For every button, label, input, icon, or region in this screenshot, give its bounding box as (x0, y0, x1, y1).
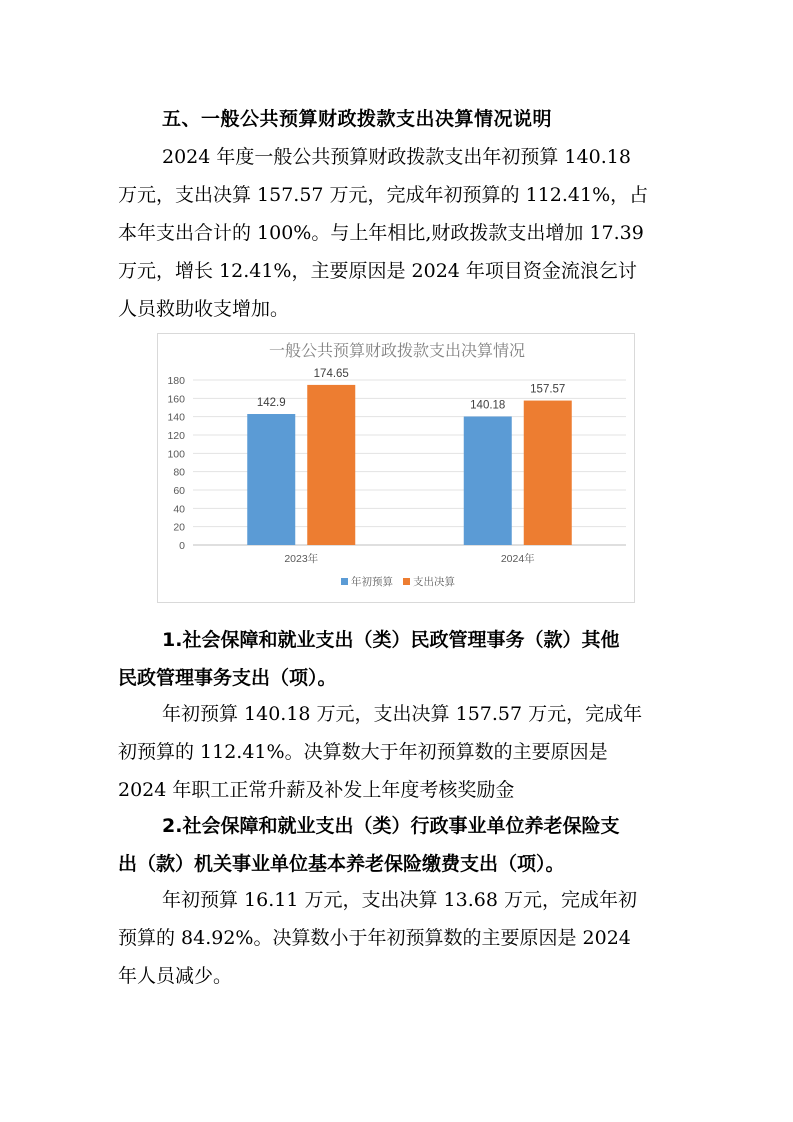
item-2-heading (118, 807, 678, 883)
paragraph-line: 万元，支出决算 157.57 万元，完成年初预算的 112.41%，占 (118, 184, 649, 206)
paragraph-line: 人员救助收支增加。 (118, 298, 290, 320)
y-tick-label: 60 (173, 485, 185, 497)
paragraph-line: 年人员减少。 (118, 965, 233, 987)
x-tick-label: 2023年 (284, 553, 319, 565)
heading-line: 民政管理事务支出（项）。 (118, 667, 337, 689)
bar-chart-svg (158, 334, 636, 604)
chart-title: 一般公共预算财政拨款支出决算情况 (268, 343, 526, 360)
paragraph-line: 预算的 84.92%。决算数小于年初预算数的主要原因是 2024 (118, 927, 631, 949)
y-tick-label: 140 (167, 411, 185, 424)
legend-swatch (403, 578, 410, 585)
y-tick-label: 0 (179, 540, 185, 552)
paragraph-line: 年初预算 140.18 万元，支出决算 157.57 万元，完成年 (162, 703, 643, 725)
heading-line: 1.社会保障和就业支出（类）民政管理事务（款）其他 (162, 629, 620, 651)
paragraph-line: 本年支出合计的 100%。与上年相比,财政拨款支出增加 17.39 (118, 222, 644, 244)
bar-initial-budget (247, 414, 295, 545)
budget-chart (157, 333, 635, 603)
heading-line: 2.社会保障和就业支出（类）行政事业单位养老保险支 (162, 815, 620, 837)
bar-initial-budget (464, 417, 512, 545)
section-heading: 五、一般公共预算财政拨款支出决算情况说明 (162, 108, 553, 130)
paragraph-line: 万元，增长 12.41%，主要原因是 2024 年项目资金流浪乞讨 (118, 260, 637, 282)
data-label: 142.9 (256, 397, 286, 410)
paragraph-line: 2024 年职工正常升薪及补发上年度考核奖励金 (118, 779, 515, 801)
item-1-body (118, 695, 678, 809)
data-label: 174.65 (313, 367, 349, 380)
data-label: 157.57 (530, 383, 566, 396)
intro-paragraph (118, 138, 678, 328)
item-2-body (118, 881, 678, 995)
x-tick-label: 2024年 (500, 553, 535, 565)
y-tick-label: 80 (173, 466, 185, 479)
y-tick-label: 20 (173, 521, 185, 534)
legend-swatch (341, 578, 348, 585)
y-tick-label: 160 (167, 393, 185, 406)
item-1-heading (118, 621, 678, 697)
paragraph-line: 年初预算 16.11 万元，支出决算 13.68 万元，完成年初 (162, 889, 637, 911)
legend-label: 年初预算 (351, 576, 393, 588)
data-label: 140.18 (470, 399, 506, 412)
y-tick-label: 180 (167, 375, 185, 387)
y-tick-label: 100 (167, 448, 185, 461)
paragraph-line: 2024 年度一般公共预算财政拨款支出年初预算 140.18 (162, 146, 631, 168)
bar-final-account (524, 401, 572, 545)
y-tick-label: 40 (173, 503, 185, 516)
legend-label: 支出决算 (413, 576, 455, 588)
bar-final-account (307, 385, 355, 545)
heading-line: 出（款）机关事业单位基本养老保险缴费支出（项）。 (118, 853, 565, 875)
paragraph-line: 初预算的 112.41%。决算数大于年初预算数的主要原因是 (118, 741, 608, 763)
y-tick-label: 120 (167, 430, 185, 442)
